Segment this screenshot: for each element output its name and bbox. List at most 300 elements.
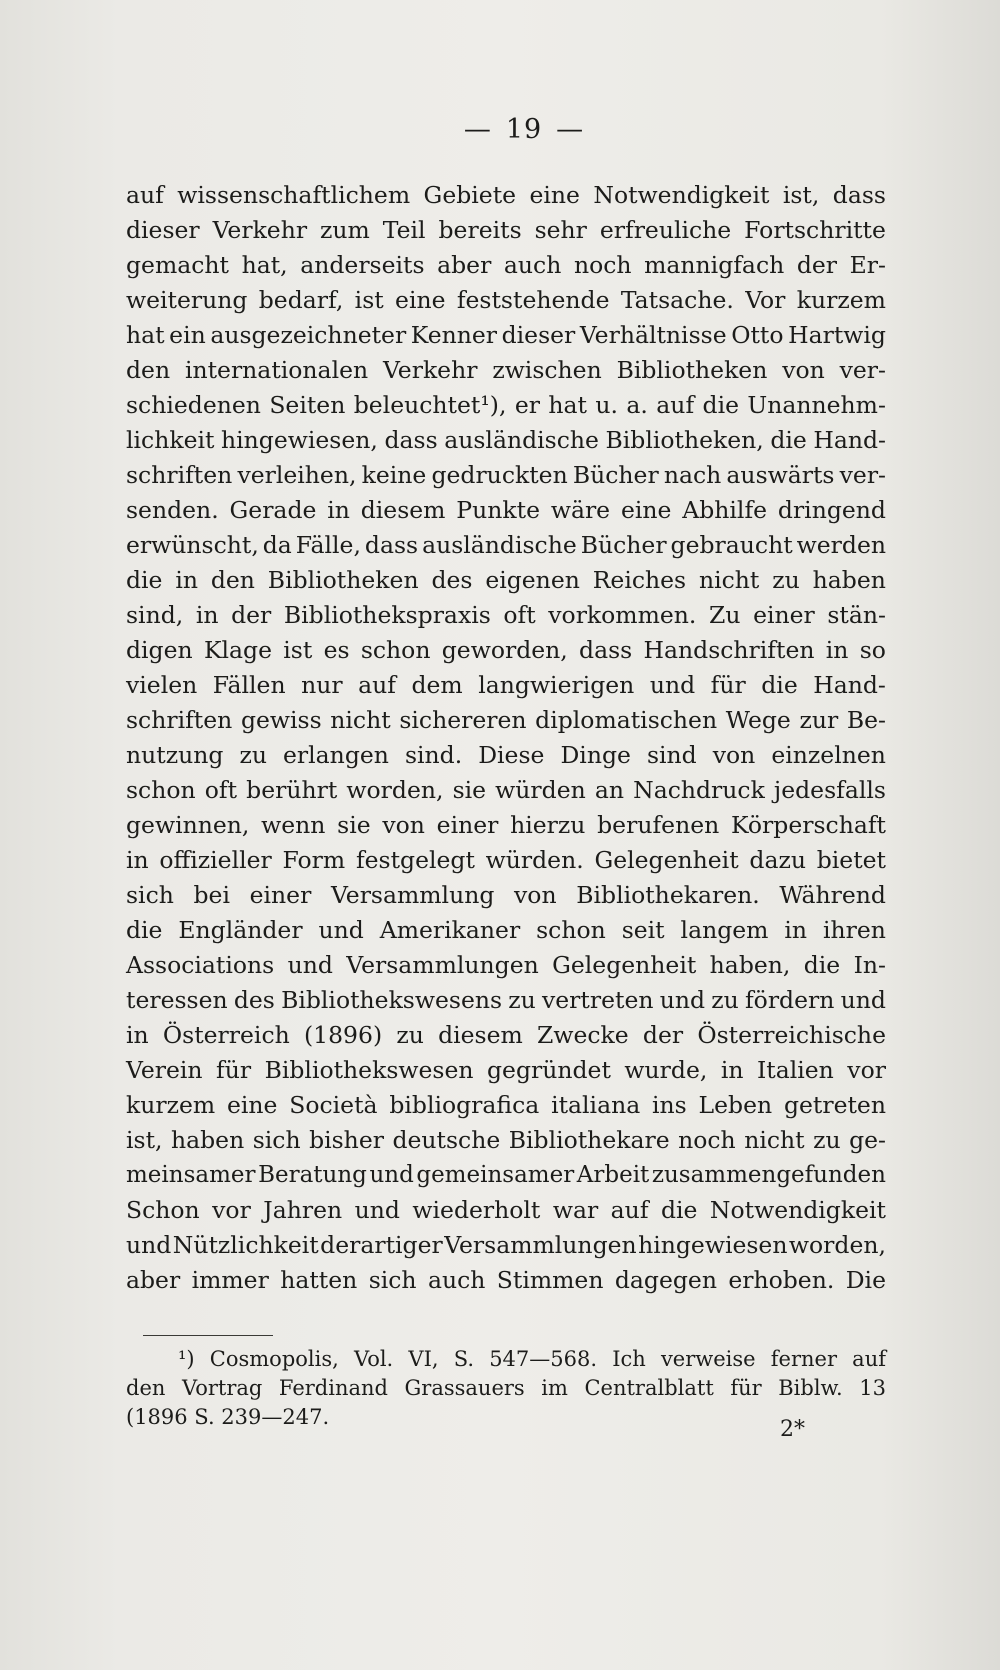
- word: noch: [573, 251, 632, 279]
- word: Engländer: [178, 916, 303, 944]
- word: und: [369, 1162, 414, 1188]
- word: berührt: [246, 776, 338, 804]
- word: gebraucht: [670, 531, 793, 559]
- word: sich: [126, 881, 174, 909]
- word: bereits: [438, 216, 522, 244]
- word: bisher: [309, 1126, 384, 1154]
- word: feststehende: [456, 286, 610, 314]
- word: Nützlichkeit: [172, 1231, 319, 1259]
- word: in: [126, 1021, 149, 1049]
- word: haben: [812, 566, 886, 594]
- word: ihren: [822, 916, 886, 944]
- word: wäre: [550, 496, 611, 524]
- word: zwischen: [492, 356, 602, 384]
- word: gewinnen,: [126, 811, 250, 839]
- word: diesem: [360, 496, 446, 524]
- word: Beratung: [258, 1162, 367, 1188]
- word: seit: [621, 916, 665, 944]
- word: eine: [529, 181, 580, 209]
- word: ist: [283, 636, 313, 664]
- word: wiederholt: [412, 1196, 541, 1224]
- word: ver-: [839, 461, 886, 489]
- word: Klage: [203, 636, 272, 664]
- word: geworden,: [441, 636, 568, 664]
- word: eine: [226, 1091, 278, 1119]
- word: nicht: [744, 1126, 805, 1154]
- word: In-: [853, 951, 886, 979]
- body-line: [126, 178, 886, 213]
- word: verleihen,: [237, 461, 357, 489]
- word: eine: [620, 496, 672, 524]
- word: oft: [204, 776, 238, 804]
- word: Fälle,: [295, 531, 361, 559]
- word: deutsche: [392, 1126, 501, 1154]
- word: es: [323, 636, 350, 664]
- word: hingewiesen: [638, 1231, 788, 1259]
- word: Verhältnisse: [579, 321, 727, 349]
- body-line: [126, 318, 886, 353]
- word: senden.: [126, 496, 219, 524]
- word: Bibliotheken: [616, 356, 768, 384]
- word: schriften: [126, 706, 233, 734]
- word: auswärts: [726, 461, 835, 489]
- word: auch: [503, 251, 562, 279]
- word: in: [175, 566, 198, 594]
- word: aber: [437, 251, 492, 279]
- word: vertreten: [542, 986, 654, 1014]
- word: zur: [799, 706, 839, 734]
- word: nicht: [330, 706, 391, 734]
- word: von: [782, 356, 825, 384]
- word: haben: [170, 1126, 245, 1154]
- word: Teil: [382, 216, 426, 244]
- word: Form: [282, 846, 346, 874]
- word: erwünscht,: [126, 531, 259, 559]
- footnote-rule: [143, 1335, 273, 1336]
- word: Handschriften: [643, 636, 815, 664]
- body-line: [126, 1193, 886, 1228]
- word: sind.: [404, 741, 463, 769]
- word: dringend: [777, 496, 886, 524]
- word: von: [382, 811, 425, 839]
- word: ausländische: [444, 426, 599, 454]
- word: Amerikaner: [379, 916, 521, 944]
- word: nicht: [698, 566, 760, 594]
- word: kurzem: [126, 1091, 216, 1119]
- word: Körperschaft: [730, 811, 886, 839]
- body-line: [126, 1053, 886, 1088]
- header-dash-right: —: [556, 114, 585, 145]
- word: u.: [595, 391, 618, 419]
- word: hat,: [241, 251, 288, 279]
- word: dagegen: [614, 1266, 717, 1294]
- word: eine: [395, 286, 446, 314]
- footnote: [126, 1345, 886, 1432]
- word: erhoben.: [728, 1266, 835, 1294]
- body-line: [126, 423, 886, 458]
- body-line: [126, 388, 886, 423]
- word: Während: [779, 881, 886, 909]
- word: die: [803, 951, 841, 979]
- word: Stimmen: [496, 1266, 604, 1294]
- body-line: [126, 948, 886, 983]
- word: sich: [252, 1126, 301, 1154]
- word: haben,: [709, 951, 791, 979]
- word: dass: [384, 426, 438, 454]
- word: schon: [126, 776, 196, 804]
- word: Bücher: [580, 531, 667, 559]
- word: sehr: [534, 216, 587, 244]
- word: Versammlung: [330, 881, 495, 909]
- word: vor: [847, 1056, 886, 1084]
- word: gewiss: [240, 706, 322, 734]
- word: erlangen: [283, 741, 389, 769]
- word: die: [761, 671, 798, 699]
- word: sie: [337, 811, 371, 839]
- word: beleuchtet¹),: [353, 391, 507, 419]
- word: Verkehr: [382, 356, 478, 384]
- word: oft: [503, 601, 536, 629]
- word: in: [825, 636, 849, 664]
- word: den: [126, 356, 171, 384]
- word: ist: [354, 286, 384, 314]
- word: Gerade: [229, 496, 317, 524]
- word: wenn: [261, 811, 326, 839]
- word: Bibliotheken,: [605, 426, 764, 454]
- word: Gebiete: [423, 181, 517, 209]
- word: Società: [289, 1091, 378, 1119]
- word: teressen: [126, 986, 228, 1014]
- body-line: [126, 493, 886, 528]
- word: offizieller: [159, 846, 272, 874]
- word: ausgezeichneter: [210, 321, 407, 349]
- word: für: [710, 671, 746, 699]
- word: zu: [239, 741, 267, 769]
- word: Verein: [126, 1056, 203, 1084]
- word: erfreuliche: [599, 216, 732, 244]
- word: Zu: [709, 601, 741, 629]
- body-line: [126, 1123, 886, 1158]
- word: an: [594, 776, 625, 804]
- word: Dinge: [560, 741, 631, 769]
- word: Bücher: [572, 461, 659, 489]
- word: bedarf,: [258, 286, 344, 314]
- word: in: [327, 496, 350, 524]
- body-line: [126, 1228, 886, 1263]
- word: die: [770, 426, 807, 454]
- word: würden: [495, 776, 586, 804]
- word: italiana: [551, 1091, 641, 1119]
- body-line: [126, 1018, 886, 1053]
- word: einer: [436, 811, 499, 839]
- word: zu: [508, 986, 536, 1014]
- word: Versammlungen: [444, 1231, 637, 1259]
- word: Österreichische: [697, 1021, 886, 1049]
- word: dem: [411, 671, 463, 699]
- body-line: [126, 1263, 886, 1298]
- word: hingewiesen,: [221, 426, 378, 454]
- word: Er-: [849, 251, 886, 279]
- word: Unannehm-: [747, 391, 886, 419]
- word: diesem: [438, 1021, 523, 1049]
- word: meinsamer: [126, 1162, 256, 1188]
- word: schriften: [126, 461, 233, 489]
- body-line: [126, 563, 886, 598]
- word: vor: [212, 1196, 251, 1224]
- word: Leben: [698, 1091, 773, 1119]
- body-line: [126, 668, 886, 703]
- word: Versammlungen: [346, 951, 539, 979]
- body-line: [126, 773, 886, 808]
- word: kurzem: [796, 286, 886, 314]
- word: noch: [678, 1126, 736, 1154]
- word: bei: [193, 881, 230, 909]
- word: Bibliotheken: [267, 566, 419, 594]
- word: aber: [126, 1266, 181, 1294]
- body-line: [126, 458, 886, 493]
- word: würden.: [485, 846, 584, 874]
- word: die: [660, 1196, 698, 1224]
- word: zu: [813, 1126, 841, 1154]
- word: Tatsache.: [620, 286, 734, 314]
- word: und: [126, 1231, 172, 1259]
- body-text: [126, 178, 886, 1298]
- word: auf: [656, 391, 695, 419]
- word: ist,: [126, 1126, 163, 1154]
- word: Arbeit: [576, 1162, 650, 1188]
- word: der: [642, 1021, 684, 1049]
- word: in: [195, 601, 219, 629]
- word: wissenschaftlichem: [177, 181, 411, 209]
- word: vorkommen.: [548, 601, 697, 629]
- word: des: [233, 986, 275, 1014]
- word: ein: [169, 321, 206, 349]
- word: keine: [361, 461, 427, 489]
- word: dass: [579, 636, 633, 664]
- word: Gelegenheit: [552, 951, 697, 979]
- body-line: [126, 248, 886, 283]
- word: weiterung: [126, 286, 248, 314]
- word: sind,: [126, 601, 184, 629]
- word: und: [840, 986, 886, 1014]
- body-line: [126, 913, 886, 948]
- word: bietet: [816, 846, 886, 874]
- page-header: [24, 114, 1000, 145]
- word: dass: [364, 531, 419, 559]
- word: Die: [845, 1266, 886, 1294]
- word: stän-: [827, 601, 886, 629]
- word: Verkehr: [212, 216, 308, 244]
- word: gemeinsamer: [416, 1162, 575, 1188]
- word: ge-: [849, 1126, 886, 1154]
- word: ausländische: [422, 531, 577, 559]
- body-line: [126, 843, 886, 878]
- page-number: 19: [505, 114, 543, 145]
- word: Gelegenheit: [594, 846, 739, 874]
- word: schiedenen: [126, 391, 261, 419]
- word: Notwendigkeit: [593, 181, 770, 209]
- word: Schon: [126, 1196, 200, 1224]
- word: eigenen: [485, 566, 580, 594]
- word: mannigfach: [644, 251, 785, 279]
- word: für: [216, 1056, 252, 1084]
- word: hatten: [280, 1266, 358, 1294]
- word: einer: [753, 601, 815, 629]
- word: er: [514, 391, 540, 419]
- word: immer: [191, 1266, 269, 1294]
- word: Wege: [725, 706, 791, 734]
- word: lichkeit: [126, 426, 215, 454]
- word: gemacht: [126, 251, 229, 279]
- header-dash-left: —: [463, 114, 492, 145]
- body-line: [126, 1158, 886, 1193]
- word: (1896): [303, 1021, 383, 1049]
- word: internationalen: [184, 356, 369, 384]
- footnote-line: (1896 S. 239—247.: [126, 1405, 330, 1429]
- footnote-line: ¹) Cosmopolis, Vol. VI, S. 547—568. Ich verweise ferner auf: [178, 1347, 886, 1371]
- word: Fällen: [212, 671, 286, 699]
- word: der: [796, 251, 838, 279]
- body-line: [126, 983, 886, 1018]
- word: anderseits: [300, 251, 425, 279]
- body-line: [126, 528, 886, 563]
- word: getreten: [783, 1091, 886, 1119]
- word: Bibliothekaren.: [576, 881, 760, 909]
- word: Notwendigkeit: [709, 1196, 886, 1224]
- word: in: [784, 916, 808, 944]
- word: a.: [626, 391, 648, 419]
- word: des: [431, 566, 473, 594]
- word: festgelegt: [355, 846, 475, 874]
- word: worden,: [788, 1231, 886, 1259]
- word: auf: [126, 181, 164, 209]
- word: Bibliothekspraxis: [283, 601, 491, 629]
- word: Österreich: [162, 1021, 290, 1049]
- word: Otto: [731, 321, 784, 349]
- word: schon: [536, 916, 606, 944]
- word: Bibliothekswesens: [281, 986, 503, 1014]
- word: Bibliothekare: [508, 1126, 670, 1154]
- word: Jahren: [263, 1196, 343, 1224]
- body-line: [126, 738, 886, 773]
- word: zu: [396, 1021, 424, 1049]
- word: so: [859, 636, 886, 664]
- word: ist,: [782, 181, 820, 209]
- word: auch: [427, 1266, 486, 1294]
- word: Abhilfe: [682, 496, 768, 524]
- word: den: [210, 566, 255, 594]
- word: Punkte: [456, 496, 540, 524]
- word: ins: [652, 1091, 687, 1119]
- word: dieser: [126, 216, 200, 244]
- footnote-line: den Vortrag Ferdinand Grassauers im Centralblatt für Biblw. 13: [126, 1376, 886, 1400]
- word: Seiten: [269, 391, 346, 419]
- word: Nachdruck: [633, 776, 765, 804]
- body-line: [126, 1088, 886, 1123]
- word: sich: [368, 1266, 417, 1294]
- word: Fortschritte: [744, 216, 886, 244]
- word: die: [702, 391, 740, 419]
- word: wurde,: [624, 1056, 708, 1084]
- word: in: [720, 1056, 744, 1084]
- word: in: [126, 846, 149, 874]
- word: dieser: [501, 321, 576, 349]
- word: digen: [126, 636, 193, 664]
- word: die: [126, 916, 163, 944]
- word: dass: [832, 181, 886, 209]
- word: gedruckten: [431, 461, 568, 489]
- body-line: [126, 633, 886, 668]
- word: Hand-: [813, 426, 886, 454]
- word: ver-: [839, 356, 886, 384]
- body-line: [126, 283, 886, 318]
- word: Bibliothekswesen: [264, 1056, 474, 1084]
- word: einer: [249, 881, 312, 909]
- word: Hartwig: [788, 321, 886, 349]
- word: gegründet: [487, 1056, 611, 1084]
- word: nach: [663, 461, 722, 489]
- word: sichereren: [399, 706, 527, 734]
- word: Reiches: [592, 566, 687, 594]
- body-line: [126, 878, 886, 913]
- body-line: [126, 213, 886, 248]
- word: bibliografica: [389, 1091, 540, 1119]
- word: berufenen: [597, 811, 720, 839]
- word: da: [262, 531, 292, 559]
- word: jedesfalls: [773, 776, 886, 804]
- word: nutzung: [126, 741, 224, 769]
- body-line: [126, 808, 886, 843]
- word: und: [649, 671, 696, 699]
- body-line: [126, 353, 886, 388]
- word: langwierigen: [478, 671, 635, 699]
- word: werden: [796, 531, 886, 559]
- word: worden,: [346, 776, 444, 804]
- word: Italien: [756, 1056, 834, 1084]
- word: einzelnen: [771, 741, 886, 769]
- word: Associations: [126, 951, 275, 979]
- word: der: [231, 601, 272, 629]
- word: hat: [126, 321, 165, 349]
- word: fördern: [744, 986, 835, 1014]
- word: und: [354, 1196, 400, 1224]
- body-line: [126, 598, 886, 633]
- body-line: [126, 703, 886, 738]
- word: langem: [680, 916, 769, 944]
- word: Zwecke: [537, 1021, 629, 1049]
- word: schon: [360, 636, 431, 664]
- word: sie: [452, 776, 487, 804]
- word: auf: [358, 671, 396, 699]
- word: von: [712, 741, 756, 769]
- word: zu: [772, 566, 800, 594]
- word: Kenner: [410, 321, 498, 349]
- word: war: [552, 1196, 599, 1224]
- word: Be-: [846, 706, 886, 734]
- word: diplomatischen: [535, 706, 718, 734]
- word: und: [287, 951, 333, 979]
- word: zu: [711, 986, 739, 1014]
- word: nur: [301, 671, 343, 699]
- word: Diese: [478, 741, 545, 769]
- word: vielen: [126, 671, 198, 699]
- word: dazu: [749, 846, 806, 874]
- word: Vor: [745, 286, 786, 314]
- word: auf: [610, 1196, 649, 1224]
- word: Hand-: [813, 671, 886, 699]
- word: derartiger: [320, 1231, 443, 1259]
- word: hat: [548, 391, 587, 419]
